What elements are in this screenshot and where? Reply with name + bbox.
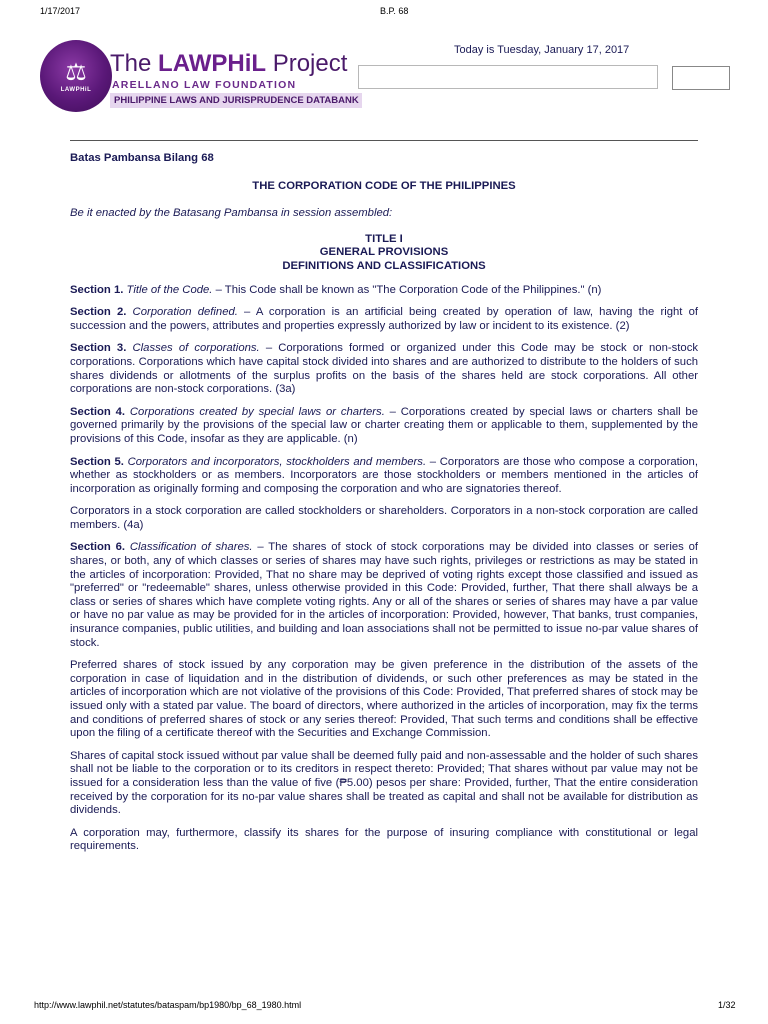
print-page-number: 1/32 (718, 1000, 736, 1010)
section-6-classify-paragraph: A corporation may, furthermore, classify its shares for the purpose of insuring compliance with constitutional or legal requirements. (70, 826, 698, 853)
lawphil-logo[interactable] (40, 38, 360, 114)
section-4 (70, 406, 698, 447)
print-date: 1/17/2017 (40, 6, 81, 16)
section-name: Title of the Code. (126, 283, 213, 296)
section-name: Corporations created by special laws or charters. (129, 405, 385, 418)
section-text: – A corporation is an artificial being created by operation of law, having the right of succession and the powers, attributes and properties expressly authorized by law or incident to its existence. (2) (70, 306, 698, 332)
logo-title-brand: LAWPHiL (158, 50, 267, 77)
section-label: Section 4. (70, 405, 126, 418)
section-6-preferred-paragraph: Preferred shares of stock issued by any corporation may be given preference in the distribution of the assets of the corporation in case of liquidation and in the distribution of dividends, or such other preferences as may be stated in the articles of incorporation which are not violative of the provisions of this Code: Provided, That preferred shares of stock may be issued only with a stated par value. The board of directors, where authorized in the articles of incorporation, may fix the terms and conditions of preferred shares of stock or any series thereof: Provided, That such terms and conditions shall be effective upon the filing of a certificate thereof with the Securities and Exchange Commission. (70, 659, 698, 740)
print-title: B.P. 68 (380, 6, 409, 16)
logo-subtitle: ARELLANO LAW FOUNDATION (112, 79, 297, 91)
section-text: – Corporations formed or organized under this Code may be stock or non-stock corporations. Corporations which have capital stock divided into shares and are authorized to distribute to the holders of such shares dividends or allotments of the surplus profits on the basis of the shares held are stock corporations. All other corporations are non-stock corporations. (3a) (70, 342, 698, 396)
today-date: Today is Tuesday, January 17, 2017 (454, 44, 630, 56)
section-text: – The shares of stock of stock corporations may be divided into classes or series of shares, or both, any of which classes or series of shares may have such rights, privileges or restrictions as may be stated in the articles of incorporation: Provided, That no share may be deprived of voting rights except those classified and issued as "preferred" or "redeemable" shares, unless otherwise provided in this Code: Provided, further, That there shall always be a class or series of shares which have complete voting rights. Any or all of the shares or series of shares may have a par value or have no par value as may be provided for in the articles of incorporation: Provided, however, That banks, trust companies, insurance companies, public utilities, and building and loan associations shall not be permitted to issue no-par value shares of stock. (70, 541, 698, 649)
section-label: Section 5. (70, 455, 124, 468)
header-divider (70, 140, 698, 141)
scales-of-justice-emblem (40, 40, 112, 112)
search-button[interactable] (672, 66, 730, 90)
section-label: Section 2. (70, 306, 127, 319)
section-text: – Corporations created by special laws or charters shall be governed primarily by the provisions of the special law or charter creating them or applicable to them, supplemented by the provisions of this Code, insofar as they are applicable. (n) (70, 405, 698, 445)
section-2 (70, 306, 698, 333)
logo-tagline: PHILIPPINE LAWS AND JURISPRUDENCE DATABANK (110, 93, 362, 108)
search-input[interactable] (358, 65, 658, 89)
section-5-paragraph: Corporators in a stock corporation are called stockholders or shareholders. Corporators in a non-stock corporation are called members. (4a) (70, 505, 698, 531)
emblem-text: LAWPHiL (60, 86, 92, 93)
section-name: Corporation defined. (132, 306, 238, 319)
code-title: THE CORPORATION CODE OF THE PHILIPPINES (252, 179, 516, 192)
logo-title-prefix: The (110, 50, 159, 77)
section-label: Section 3. (70, 342, 127, 355)
section-name: Classes of corporations. (132, 342, 260, 355)
print-url: http://www.lawphil.net/statutes/bataspam/bp1980/bp_68_1980.html (34, 1000, 302, 1010)
section-text: – This Code shall be known as "The Corporation Code of the Philippines." (n) (212, 283, 602, 296)
title-line: TITLE I (365, 232, 403, 245)
section-6-no-par-paragraph: Shares of capital stock issued without par value shall be deemed fully paid and non-assessable and the holder of such shares shall not be liable to the corporation or to its creditors in respect thereto: Provided; That shares without par value may not be issued for a consideration less than the value of five (₱5.00) pesos per share: Provided, further, That the entire consideration received by the corporation for its no-par value shares shall be treated as capital and shall not be available for distribution as dividends. (70, 749, 698, 817)
document-heading: Batas Pambansa Bilang 68 (70, 152, 214, 164)
title-heading (70, 233, 698, 274)
document-body (70, 152, 698, 863)
section-label: Section 6. (70, 541, 126, 554)
section-6 (70, 541, 698, 650)
enacting-clause: Be it enacted by the Batasang Pambansa in session assembled: (70, 207, 393, 220)
section-text: – Corporators are those who compose a corporation, whether as stockholders or as members. Incorporators are those stockholders or members mentioned in the articles of incorporation as originally forming and composing the corporation and who are signatories thereof. (70, 455, 698, 495)
section-5 (70, 456, 698, 497)
scales-icon: ⚖ (65, 57, 87, 86)
title-line: DEFINITIONS AND CLASSIFICATIONS (282, 259, 486, 272)
title-line: GENERAL PROVISIONS (319, 246, 449, 259)
section-name: Classification of shares. (129, 541, 253, 554)
section-3 (70, 342, 698, 396)
logo-title-suffix: Project (266, 50, 348, 77)
section-label: Section 1. (70, 283, 124, 296)
section-name: Corporators and incorporators, stockholders and members. (127, 455, 427, 468)
logo-title (110, 50, 347, 78)
section-1 (70, 284, 698, 298)
